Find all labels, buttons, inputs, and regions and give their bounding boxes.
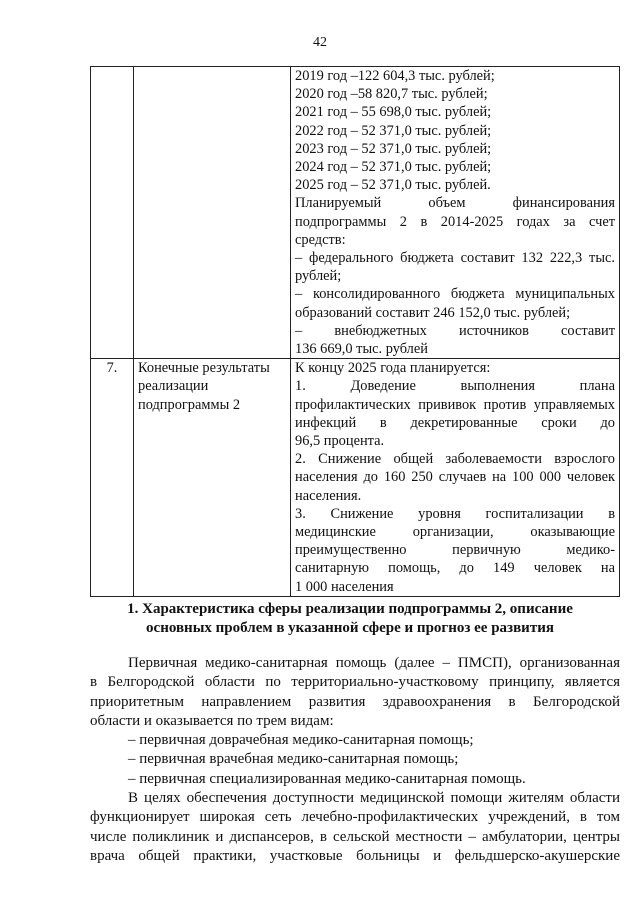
content-line: 2022 год – 52 371,0 тыс. рублей; bbox=[295, 122, 492, 139]
content-line: 2020 год –58 820,7 тыс. рублей; bbox=[295, 86, 488, 103]
content-line: Планируемый объем финансирования bbox=[295, 195, 615, 212]
content-line: – консолидированного бюджета муниципальных bbox=[295, 286, 615, 303]
heading-line: 1. Характеристика сферы реализации подпрограммы 2, описание bbox=[127, 601, 573, 617]
content-line: 1. Доведение выполнения плана bbox=[295, 378, 615, 395]
row-number: 7. bbox=[91, 359, 134, 597]
content-line: средств: bbox=[295, 231, 346, 248]
content-line: К концу 2025 года планируется: bbox=[295, 360, 491, 377]
content-line: 1 000 населения bbox=[295, 578, 394, 595]
list-item: – первичная доврачебная медико-санитарная помощь; bbox=[128, 732, 474, 749]
paragraph-line: числе поликлиник и диспансеров, в сельской местности – амбулатории, центры bbox=[90, 828, 620, 845]
cell-name-empty bbox=[134, 67, 291, 359]
row-name-line: подпрограммы 2 bbox=[138, 396, 241, 413]
paragraph-line: В целях обеспечения доступности медицинской помощи жителям области bbox=[128, 790, 620, 807]
paragraph-line: приоритетным направлением развития здравоохранения в Белгородской bbox=[90, 693, 620, 710]
content-line: 2019 год –122 604,3 тыс. рублей; bbox=[295, 68, 495, 84]
table-row bbox=[91, 359, 620, 597]
paragraph-line: области и оказывается по трем видам: bbox=[90, 712, 334, 729]
content-line: населения. bbox=[295, 487, 362, 504]
row-name-line: реализации bbox=[138, 378, 209, 395]
row-name-line: Конечные результаты bbox=[138, 360, 270, 377]
paragraph-line: функционирует широкая сеть лечебно-профилактических учреждений, в том bbox=[90, 809, 620, 826]
passport-table bbox=[90, 66, 620, 597]
cell-financing-content bbox=[291, 67, 620, 359]
content-line: профилактических прививок против управляемых bbox=[295, 396, 615, 413]
content-line: населения до 160 250 случаев на 100 000 человек bbox=[295, 469, 615, 486]
content-line: 136 669,0 тыс. рублей bbox=[295, 341, 428, 358]
content-line: преимущественно первичную медико- bbox=[295, 542, 615, 559]
list-item: – первичная врачебная медико-санитарная помощь; bbox=[128, 751, 459, 768]
list-item: – первичная специализированная медико-санитарная помощь. bbox=[128, 770, 526, 787]
content-line: образований составит 246 152,0 тыс. рублей; bbox=[295, 304, 571, 321]
heading-line: основных проблем в указанной сфере и прогноз ее развития bbox=[146, 620, 554, 636]
table-row bbox=[91, 67, 620, 359]
content-line: санитарную помощь, до 149 человек на bbox=[295, 560, 615, 577]
content-line: инфекций в декретированные сроки до bbox=[295, 414, 615, 431]
content-line: 3. Снижение уровня госпитализации в bbox=[295, 505, 615, 522]
paragraph-line: врача общей практики, участковые больницы и фельдшерско-акушерские bbox=[90, 847, 620, 864]
content-line: медицинские организации, оказывающие bbox=[295, 524, 615, 541]
content-line: 96,5 процента. bbox=[295, 433, 385, 450]
section-heading bbox=[70, 600, 630, 638]
content-line: – федерального бюджета составит 132 222,3 тыс. bbox=[295, 250, 615, 267]
content-line: 2. Снижение общей заболеваемости взрослого bbox=[295, 451, 615, 468]
cell-results-content bbox=[291, 359, 620, 597]
content-line: подпрограммы 2 в 2014-2025 годах за счет bbox=[295, 213, 615, 230]
content-line: 2021 год – 55 698,0 тыс. рублей; bbox=[295, 104, 492, 121]
body-text bbox=[90, 654, 620, 866]
cell-number-empty bbox=[91, 67, 134, 359]
paragraph-line: Первичная медико-санитарная помощь (далее – ПМСП), организованная bbox=[128, 655, 620, 671]
content-line: 2024 год – 52 371,0 тыс. рублей; bbox=[295, 159, 492, 176]
content-line: рублей; bbox=[295, 268, 342, 285]
page-number: 42 bbox=[313, 35, 327, 50]
content-line: 2023 год – 52 371,0 тыс. рублей; bbox=[295, 140, 492, 157]
row-name-cell bbox=[134, 359, 291, 597]
content-line: – внебюджетных источников составит bbox=[295, 322, 615, 339]
paragraph-line: в Белгородской области по территориально-участковому принципу, является bbox=[90, 674, 620, 691]
content-line: 2025 год – 52 371,0 тыс. рублей. bbox=[295, 177, 491, 194]
